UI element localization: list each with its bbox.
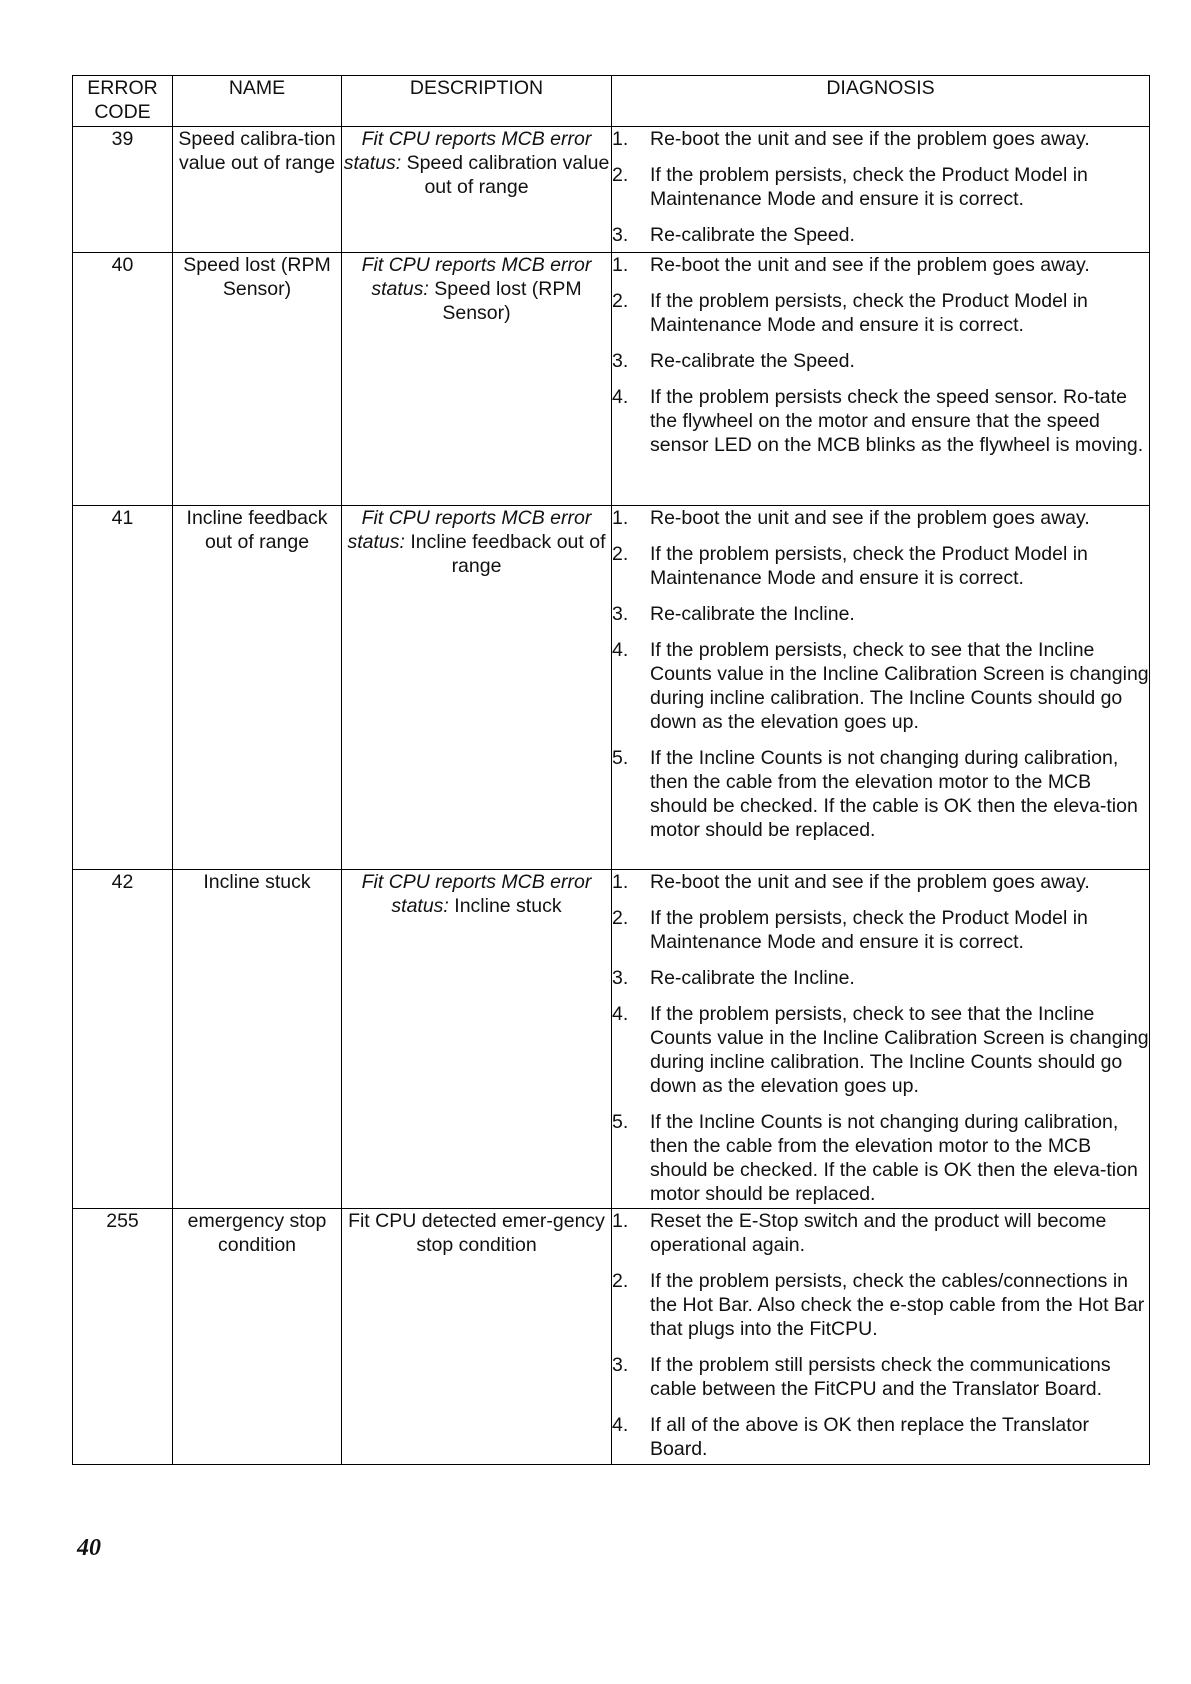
diagnosis-step [612, 253, 1149, 277]
error-code: 42 [73, 870, 173, 1209]
table-header-row [73, 76, 1150, 127]
error-name: Incline feedback out of range [173, 506, 342, 870]
error-description [342, 506, 612, 870]
diagnosis-steps [612, 870, 1149, 1206]
error-description [342, 253, 612, 506]
diagnosis-cell [612, 127, 1150, 253]
step-number: 2. [612, 907, 629, 929]
header-description: DESCRIPTION [342, 76, 612, 127]
diagnosis-step [612, 746, 1149, 842]
diagnosis-step [612, 349, 1149, 373]
diagnosis-step [612, 1002, 1149, 1098]
step-number: 5. [612, 1111, 629, 1133]
table-row [73, 870, 1150, 1209]
step-number: 4. [612, 639, 629, 661]
diagnosis-step [612, 870, 1149, 894]
step-number: 1. [612, 871, 629, 893]
diagnosis-steps [612, 1209, 1149, 1461]
step-number: 4. [612, 1003, 629, 1025]
error-name: Speed calibra-tion value out of range [173, 127, 342, 253]
error-name: Incline stuck [173, 870, 342, 1209]
diagnosis-step [612, 1413, 1149, 1461]
error-code: 255 [73, 1209, 173, 1465]
description-prefix: Fit CPU reports MCB error status: [361, 871, 592, 917]
diagnosis-cell [612, 253, 1150, 506]
description-text: Fit CPU detected emer-gency stop condition [348, 1210, 605, 1256]
step-text: If the problem persists, check the Product Model in Maintenance Mode and ensure it is correct. [650, 290, 1088, 336]
error-code: 40 [73, 253, 173, 506]
diagnosis-step [612, 1110, 1149, 1206]
step-text: If the problem persists check the speed sensor. Ro-tate the flywheel on the motor and ensure that the speed sensor LED on the MCB blinks as the flywheel is moving. [650, 386, 1144, 456]
step-text: If the problem persists, check the Product Model in Maintenance Mode and ensure it is correct. [650, 164, 1088, 210]
diagnosis-step [612, 127, 1149, 151]
step-text: If the problem still persists check the communications cable between the FitCPU and the Translator Board. [650, 1354, 1111, 1400]
diagnosis-steps [612, 506, 1149, 842]
step-number: 3. [612, 224, 629, 246]
header-error-code: ERROR CODE [73, 76, 173, 127]
step-text: Re-boot the unit and see if the problem goes away. [650, 507, 1090, 529]
diagnosis-steps [612, 127, 1149, 247]
diagnosis-step [612, 602, 1149, 626]
diagnosis-step [612, 1209, 1149, 1257]
error-name: emergency stop condition [173, 1209, 342, 1465]
step-text: Re-boot the unit and see if the problem goes away. [650, 871, 1090, 893]
step-number: 2. [612, 164, 629, 186]
table-row [73, 1209, 1150, 1465]
step-number: 2. [612, 1270, 629, 1292]
step-number: 1. [612, 507, 629, 529]
error-description [342, 870, 612, 1209]
error-code: 41 [73, 506, 173, 870]
step-text: If the problem persists, check to see that the Incline Counts value in the Incline Calibration Screen is changing during incline calibration. The Incline Counts should go down as the elevation goes up. [650, 639, 1149, 733]
page-number: 40 [77, 1535, 101, 1561]
error-code-table [72, 75, 1150, 1465]
step-text: Re-calibrate the Speed. [650, 224, 855, 246]
diagnosis-step [612, 542, 1149, 590]
step-text: If the problem persists, check the Product Model in Maintenance Mode and ensure it is correct. [650, 543, 1088, 589]
step-text: Re-calibrate the Speed. [650, 350, 855, 372]
diagnosis-step [612, 1353, 1149, 1401]
step-text: If all of the above is OK then replace the Translator Board. [650, 1414, 1089, 1460]
step-number: 3. [612, 967, 629, 989]
table-row [73, 253, 1150, 506]
step-text: Re-boot the unit and see if the problem goes away. [650, 128, 1090, 150]
step-number: 5. [612, 747, 629, 769]
step-text: If the Incline Counts is not changing during calibration, then the cable from the elevation motor to the MCB should be checked. If the cable is OK then the eleva-tion motor should be replaced. [650, 747, 1138, 841]
description-text: Speed calibration value out of range [401, 152, 610, 198]
step-number: 3. [612, 350, 629, 372]
diagnosis-step [612, 289, 1149, 337]
diagnosis-step [612, 385, 1149, 457]
diagnosis-step [612, 966, 1149, 990]
step-number: 4. [612, 1414, 629, 1436]
step-number: 2. [612, 290, 629, 312]
table-row [73, 506, 1150, 870]
diagnosis-step [612, 163, 1149, 211]
step-number: 2. [612, 543, 629, 565]
description-text: Incline feedback out of range [404, 531, 606, 577]
step-text: If the Incline Counts is not changing during calibration, then the cable from the elevation motor to the MCB should be checked. If the cable is OK then the eleva-tion motor should be replaced. [650, 1111, 1138, 1205]
description-prefix: Fit CPU reports MCB error status: [347, 507, 592, 553]
step-number: 3. [612, 603, 629, 625]
error-name: Speed lost (RPM Sensor) [173, 253, 342, 506]
step-text: Re-boot the unit and see if the problem goes away. [650, 254, 1090, 276]
diagnosis-steps [612, 253, 1149, 457]
step-number: 4. [612, 386, 629, 408]
diagnosis-step [612, 1269, 1149, 1341]
error-code: 39 [73, 127, 173, 253]
error-description [342, 1209, 612, 1465]
description-text: Speed lost (RPM Sensor) [428, 278, 582, 324]
error-description [342, 127, 612, 253]
diagnosis-cell [612, 506, 1150, 870]
step-number: 1. [612, 254, 629, 276]
step-number: 3. [612, 1354, 629, 1376]
step-text: If the problem persists, check the cables/connections in the Hot Bar. Also check the e-stop cable from the Hot Bar that plugs into the FitCPU. [650, 1270, 1145, 1340]
diagnosis-step [612, 906, 1149, 954]
step-text: Re-calibrate the Incline. [650, 603, 855, 625]
diagnosis-step [612, 638, 1149, 734]
description-prefix: Fit CPU reports MCB error status: [361, 254, 592, 300]
diagnosis-cell [612, 1209, 1150, 1465]
step-number: 1. [612, 1210, 629, 1232]
header-diagnosis: DIAGNOSIS [612, 76, 1150, 127]
step-text: If the problem persists, check the Product Model in Maintenance Mode and ensure it is correct. [650, 907, 1088, 953]
diagnosis-step [612, 506, 1149, 530]
diagnosis-step [612, 223, 1149, 247]
step-text: If the problem persists, check to see that the Incline Counts value in the Incline Calibration Screen is changing during incline calibration. The Incline Counts should go down as the elevation goes up. [650, 1003, 1149, 1097]
step-number: 1. [612, 128, 629, 150]
header-name: NAME [173, 76, 342, 127]
step-text: Re-calibrate the Incline. [650, 967, 855, 989]
diagnosis-cell [612, 870, 1150, 1209]
description-prefix: Fit CPU reports MCB error status: [343, 128, 592, 174]
description-text: Incline stuck [448, 895, 562, 917]
step-text: Reset the E-Stop switch and the product will become operational again. [650, 1210, 1107, 1256]
table-row [73, 127, 1150, 253]
